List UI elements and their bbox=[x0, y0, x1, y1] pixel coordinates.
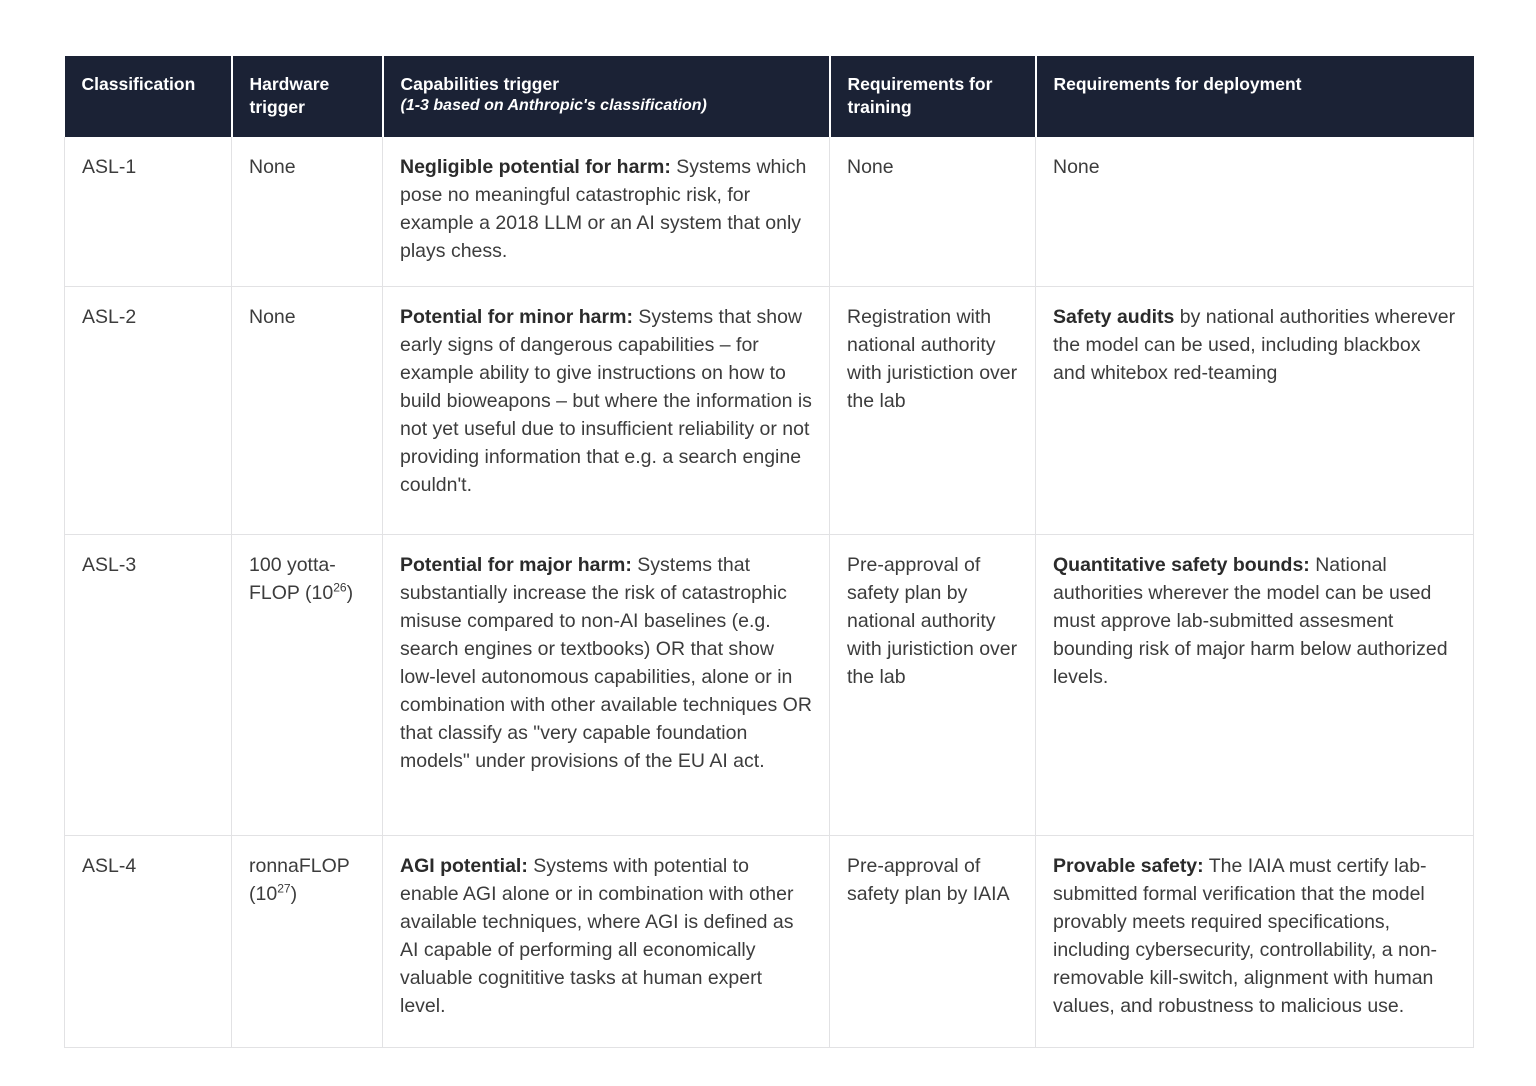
hardware-trigger-exponent: 27 bbox=[277, 881, 291, 896]
header-title-capabilities-trigger: Capabilities trigger bbox=[400, 74, 560, 94]
header-row bbox=[65, 56, 1474, 137]
header-title-requirements-deployment: Requirements for deployment bbox=[1053, 74, 1302, 94]
deployment-lead: Safety audits bbox=[1053, 305, 1175, 328]
cell-classification bbox=[65, 286, 232, 534]
cell-requirements-training bbox=[830, 835, 1036, 1047]
hardware-trigger-text: None bbox=[249, 156, 296, 179]
table-body bbox=[65, 137, 1474, 1047]
column-header-capabilities-trigger bbox=[383, 56, 830, 137]
classification-label: ASL-3 bbox=[82, 553, 137, 576]
header-title-hardware-trigger: Hardware trigger bbox=[249, 74, 330, 118]
requirements-training-text: Pre-approval of safety plan by national authority with juristiction over the lab bbox=[847, 553, 1018, 688]
column-header-requirements-deployment bbox=[1036, 56, 1474, 137]
hardware-trigger-text: None bbox=[249, 305, 296, 328]
capabilities-lead: AGI potential: bbox=[400, 854, 528, 877]
classification-label: ASL-1 bbox=[82, 156, 137, 179]
hardware-trigger-exponent: 26 bbox=[333, 580, 347, 595]
column-header-hardware-trigger bbox=[232, 56, 383, 137]
capabilities-body: Systems that substantially increase the risk of catastrophic misuse compared to non-AI baselines (e.g. search engines or textbooks) OR that show low-level autonomous capabilities, alone or in combination with other available techniques OR that classify as "very capable foundation models" under provisions of the EU AI act. bbox=[400, 553, 812, 773]
table-row bbox=[65, 137, 1474, 286]
cell-requirements-training bbox=[830, 534, 1036, 835]
cell-requirements-deployment bbox=[1036, 286, 1474, 534]
deployment-body: National authorities wherever the model can be used must approve lab-submitted assesment bounding risk of major harm below authorized levels. bbox=[1053, 553, 1448, 688]
cell-requirements-training bbox=[830, 286, 1036, 534]
capabilities-lead: Potential for major harm: bbox=[400, 553, 632, 576]
table-row bbox=[65, 534, 1474, 835]
capabilities-lead: Potential for minor harm: bbox=[400, 305, 633, 328]
cell-capabilities-trigger bbox=[383, 534, 830, 835]
cell-capabilities-trigger bbox=[383, 835, 830, 1047]
cell-hardware-trigger bbox=[232, 835, 383, 1047]
column-header-classification bbox=[65, 56, 232, 137]
hardware-trigger-suffix: ) bbox=[290, 882, 298, 905]
hardware-trigger-text: ronnaFLOP (10 bbox=[249, 854, 350, 905]
deployment-lead: Quantitative safety bounds: bbox=[1053, 553, 1310, 576]
cell-requirements-deployment bbox=[1036, 835, 1474, 1047]
classification-label: ASL-4 bbox=[82, 854, 137, 877]
cell-capabilities-trigger bbox=[383, 286, 830, 534]
cell-classification bbox=[65, 137, 232, 286]
requirements-training-text: Registration with national authority with juristiction over the lab bbox=[847, 305, 1018, 412]
table-row bbox=[65, 835, 1474, 1047]
hardware-trigger-text: 100 yotta-FLOP (10 bbox=[249, 553, 336, 604]
cell-classification bbox=[65, 835, 232, 1047]
column-header-requirements-training bbox=[830, 56, 1036, 137]
hardware-trigger-suffix: ) bbox=[346, 581, 354, 604]
asl-classification-table bbox=[64, 56, 1474, 1048]
requirements-training-text: None bbox=[847, 156, 894, 179]
classification-label: ASL-2 bbox=[82, 305, 137, 328]
cell-requirements-deployment bbox=[1036, 137, 1474, 286]
cell-capabilities-trigger bbox=[383, 137, 830, 286]
cell-hardware-trigger bbox=[232, 286, 383, 534]
table-header bbox=[65, 56, 1474, 137]
requirements-training-text: Pre-approval of safety plan by IAIA bbox=[847, 854, 1010, 905]
cell-requirements-training bbox=[830, 137, 1036, 286]
cell-requirements-deployment bbox=[1036, 534, 1474, 835]
cell-hardware-trigger bbox=[232, 534, 383, 835]
deployment-lead: Provable safety: bbox=[1053, 854, 1204, 877]
header-subtitle-capabilities-trigger: (1-3 based on Anthropic's classification) bbox=[400, 97, 707, 115]
cell-classification bbox=[65, 534, 232, 835]
header-title-requirements-training: Requirements for training bbox=[847, 74, 993, 118]
capabilities-lead: Negligible potential for harm: bbox=[400, 156, 671, 179]
cell-hardware-trigger bbox=[232, 137, 383, 286]
table-row bbox=[65, 286, 1474, 534]
asl-table-container bbox=[64, 56, 1473, 1048]
capabilities-body: Systems that show early signs of dangerous capabilities – for example ability to give instructions on how to build bioweapons – but where the information is not yet useful due to insufficient reliability or not providing information that e.g. a search engine couldn't. bbox=[400, 305, 812, 496]
deployment-body: by national authorities wherever the model can be used, including blackbox and whitebox red-teaming bbox=[1053, 305, 1456, 384]
header-title-classification: Classification bbox=[81, 74, 196, 94]
deployment-body: None bbox=[1053, 156, 1100, 179]
capabilities-body: Systems with potential to enable AGI alone or in combination with other available techniques, where AGI is defined as AI capable of performing all economically valuable cognititive tasks at human expert level. bbox=[400, 854, 794, 1017]
capabilities-body: Systems which pose no meaningful catastrophic risk, for example a 2018 LLM or an AI system that only plays chess. bbox=[400, 156, 807, 263]
deployment-body: The IAIA must certify lab-submitted formal verification that the model provably meets required specifications, including cybersecurity, controllability, a non-removable kill-switch, alignment with human values, and robustness to malicious use. bbox=[1053, 854, 1438, 1017]
